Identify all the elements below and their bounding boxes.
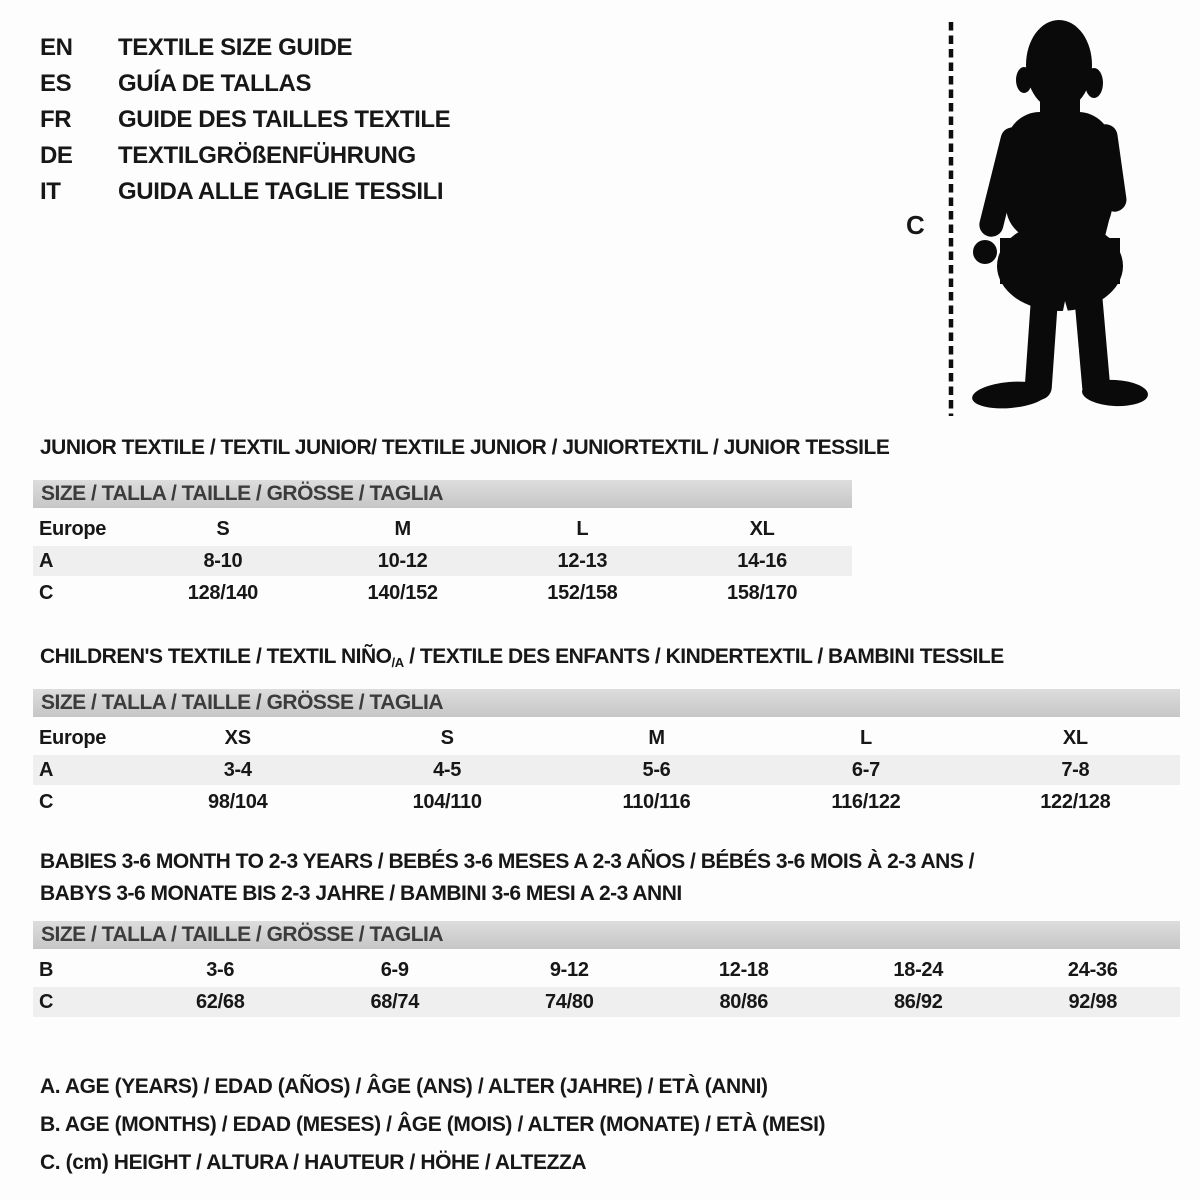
column-header: M (648, 726, 665, 749)
table-cell: 5-6 (642, 758, 671, 781)
column-header: XS (224, 726, 251, 749)
language-title: GUIDA ALLE TAGLIE TESSILI (118, 178, 444, 205)
row-label: B (39, 958, 54, 981)
column-header: S (440, 726, 454, 749)
children-title-subscript: /A (391, 655, 404, 670)
row-label: A (39, 549, 54, 572)
table-cell: 116/122 (831, 790, 901, 813)
table-row (33, 787, 1180, 817)
language-code: FR (40, 106, 72, 133)
toddler-silhouette (971, 20, 1149, 411)
column-header: S (216, 517, 230, 540)
table-cell: 98/104 (208, 790, 268, 813)
table-cell: 74/80 (544, 990, 594, 1013)
legend-line-b: B. AGE (MONTHS) / EDAD (MESES) / ÂGE (MOIS) / ALTER (MONATE) / ETÀ (MESI) (40, 1113, 826, 1136)
height-measure-label: C (906, 210, 925, 240)
table-cell: 152/158 (547, 581, 618, 604)
table-cell: 68/74 (370, 990, 420, 1013)
table-cell: 6-9 (380, 958, 409, 981)
measure-legend (40, 1068, 825, 1182)
table-cell: 3-6 (206, 958, 235, 981)
row-label: C (39, 990, 54, 1013)
language-row-en (40, 30, 450, 66)
row-label: A (39, 758, 54, 781)
table-cell: 12-18 (718, 958, 769, 981)
table-cell: 12-13 (557, 549, 608, 572)
language-title: TEXTILGRÖßENFÜHRUNG (118, 142, 416, 169)
language-row-fr (40, 102, 450, 138)
size-header-bar: SIZE / TALLA / TAILLE / GRÖSSE / TAGLIA (33, 689, 1180, 717)
table-row (33, 987, 1180, 1017)
row-label: C (39, 790, 54, 813)
babies-section-title (40, 846, 974, 910)
column-header: M (394, 517, 411, 540)
table-cell: 158/170 (727, 581, 798, 604)
table-cell: 6-7 (851, 758, 880, 781)
row-label: C (39, 581, 54, 604)
children-title-part2: / TEXTILE DES ENFANTS / KINDERTEXTIL / BAMBINI TESSILE (403, 645, 1004, 668)
language-title: GUÍA DE TALLAS (118, 70, 312, 97)
table-header-row (33, 723, 1180, 753)
junior-section-title: JUNIOR TEXTILE / TEXTIL JUNIOR/ TEXTILE JUNIOR / JUNIORTEXTIL / JUNIOR TESSILE (40, 436, 890, 459)
babies-title-line2: BABYS 3-6 MONATE BIS 2-3 JAHRE / BAMBINI 3-6 MESI A 2-3 ANNI (40, 882, 682, 905)
table-header-row (33, 514, 852, 544)
table-cell: 9-12 (549, 958, 589, 981)
children-section-title (40, 645, 1004, 670)
babies-title-line1: BABIES 3-6 MONTH TO 2-3 YEARS / BEBÉS 3-6 MESES A 2-3 AÑOS / BÉBÉS 3-6 MOIS À 2-3 ANS / (40, 850, 975, 873)
table-cell: 10-12 (377, 549, 428, 572)
table-cell: 3-4 (223, 758, 252, 781)
table-cell: 128/140 (187, 581, 258, 604)
language-title: GUIDE DES TAILLES TEXTILE (118, 106, 451, 133)
babies-size-table (33, 921, 1180, 1019)
table-cell: 8-10 (203, 549, 243, 572)
column-header: XL (749, 517, 775, 540)
table-cell: 7-8 (1061, 758, 1090, 781)
legend-line-c: C. (cm) HEIGHT / ALTURA / HAUTEUR / HÖHE / ALTEZZA (40, 1151, 587, 1174)
table-cell: 24-36 (1067, 958, 1118, 981)
table-cell: 80/86 (719, 990, 769, 1013)
table-cell: 14-16 (737, 549, 787, 572)
language-row-it (40, 174, 450, 210)
column-header: XL (1062, 726, 1088, 749)
language-row-es (40, 66, 450, 102)
language-code: EN (40, 34, 73, 61)
table-cell: 4-5 (433, 758, 462, 781)
column-header: L (859, 726, 872, 749)
language-title: TEXTILE SIZE GUIDE (118, 34, 353, 61)
column-header: L (576, 517, 589, 540)
table-row (33, 955, 1180, 985)
children-title-part1: CHILDREN'S TEXTILE / TEXTIL NIÑO (40, 645, 392, 668)
table-row (33, 578, 852, 608)
table-cell: 140/152 (367, 581, 438, 604)
language-code: ES (40, 70, 72, 97)
language-row-de (40, 138, 450, 174)
language-title-list (40, 30, 450, 210)
table-cell: 104/110 (412, 790, 482, 813)
size-header-bar: SIZE / TALLA / TAILLE / GRÖSSE / TAGLIA (33, 921, 1180, 949)
table-cell: 110/116 (622, 790, 691, 813)
table-cell: 86/92 (893, 990, 943, 1013)
size-header-bar: SIZE / TALLA / TAILLE / GRÖSSE / TAGLIA (33, 480, 852, 508)
language-code: DE (40, 142, 73, 169)
row-label: Europe (39, 726, 107, 749)
table-cell: 92/98 (1068, 990, 1118, 1013)
row-label: Europe (39, 517, 107, 540)
language-code: IT (40, 178, 61, 205)
legend-line-a: A. AGE (YEARS) / EDAD (AÑOS) / ÂGE (ANS) / ALTER (JAHRE) / ETÀ (ANNI) (40, 1075, 768, 1098)
junior-size-table (33, 480, 852, 610)
table-row (33, 546, 852, 576)
table-cell: 122/128 (1040, 790, 1111, 813)
table-cell: 18-24 (893, 958, 944, 981)
children-size-table (33, 689, 1180, 819)
table-row (33, 755, 1180, 785)
table-cell: 62/68 (195, 990, 245, 1013)
baby-silhouette-icon (938, 14, 1150, 426)
